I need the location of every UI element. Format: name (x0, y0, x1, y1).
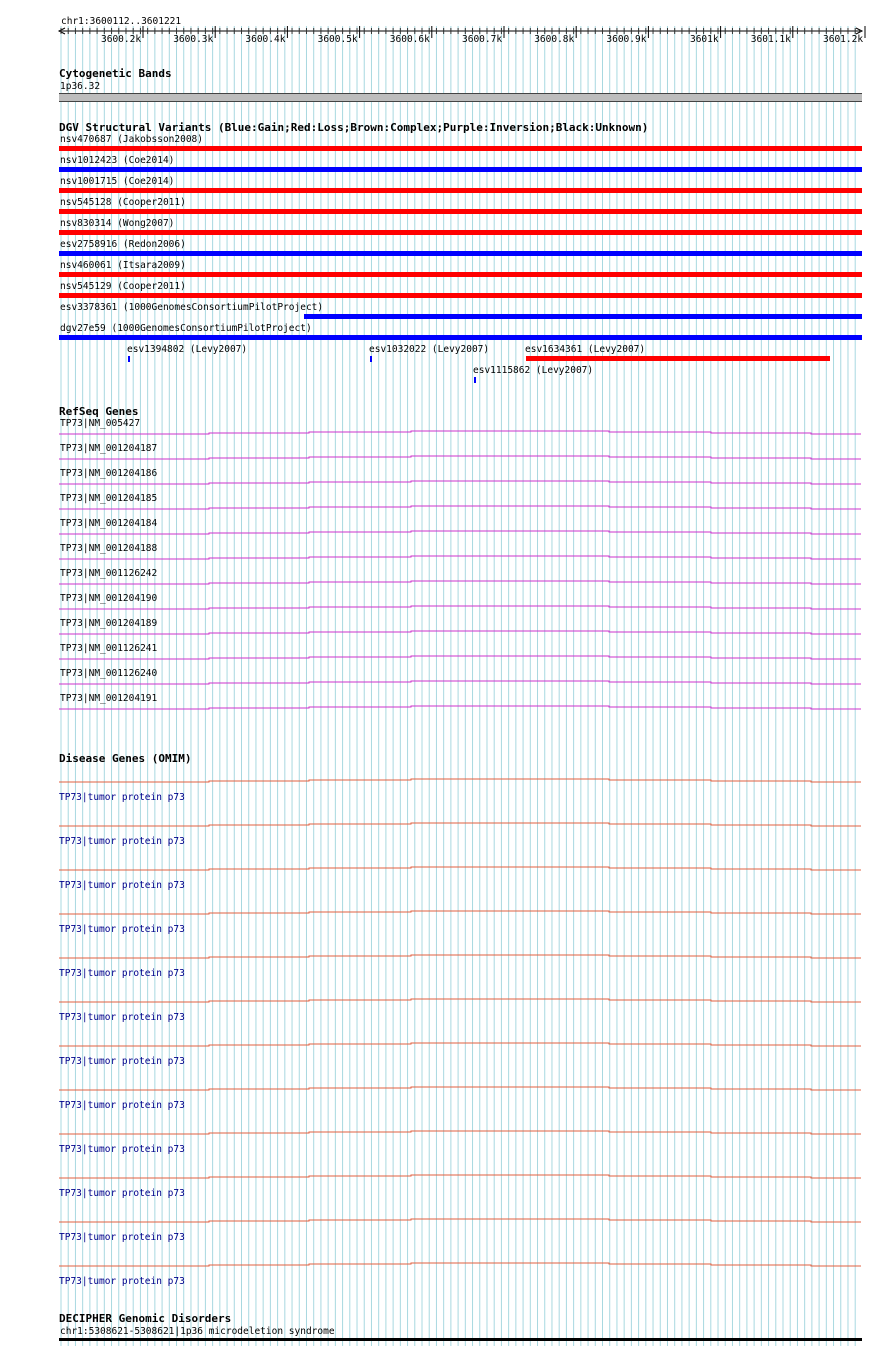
dgv-variant-label[interactable]: esv3378361 (1000GenomesConsortiumPilotProject) (60, 302, 324, 313)
decipher-track-title: DECIPHER Genomic Disorders (59, 1312, 232, 1325)
omim-gene-label[interactable]: TP73|tumor protein p73 (59, 1012, 185, 1023)
cytoband-label: 1p36.32 (60, 81, 101, 92)
dgv-variant-label[interactable]: dgv27e59 (1000GenomesConsortiumPilotProject) (60, 323, 312, 334)
refseq-gene-label[interactable]: TP73|NM_001204184 (60, 518, 158, 529)
refseq-gene-label[interactable]: TP73|NM_001204189 (60, 618, 158, 629)
dgv-variant-label[interactable]: nsv460061 (Itsara2009) (60, 260, 186, 271)
ruler-tick-label: 3601.1k (750, 34, 791, 45)
omim-gene-label[interactable]: TP73|tumor protein p73 (59, 880, 185, 891)
omim-gene-line (59, 1219, 861, 1222)
refseq-gene-label[interactable]: TP73|NM_005427 (60, 418, 141, 429)
dgv-small-variant-label[interactable]: esv1394802 (Levy2007) (127, 344, 248, 355)
omim-gene-label[interactable]: TP73|tumor protein p73 (59, 1276, 185, 1287)
refseq-gene-line (59, 681, 861, 684)
refseq-track-title: RefSeq Genes (59, 405, 139, 418)
dgv-variant-label[interactable]: nsv545128 (Cooper2011) (60, 197, 186, 208)
refseq-gene-label[interactable]: TP73|NM_001204186 (60, 468, 158, 479)
omim-gene-label[interactable]: TP73|tumor protein p73 (59, 1188, 185, 1199)
omim-track-title: Disease Genes (OMIM) (59, 752, 192, 765)
dgv-variant-label[interactable]: nsv1001715 (Coe2014) (60, 176, 175, 187)
decipher-label: chr1:5308621-5308621|1p36 microdeletion syndrome (60, 1326, 335, 1337)
refseq-gene-label[interactable]: TP73|NM_001204187 (60, 443, 158, 454)
ruler-tick-label: 3600.7k (462, 34, 503, 45)
refseq-gene-line (59, 531, 861, 534)
ruler-tick-label: 3600.4k (245, 34, 286, 45)
omim-gene-label[interactable]: TP73|tumor protein p73 (59, 792, 185, 803)
refseq-gene-line (59, 631, 861, 634)
locus-label: chr1:3600112..3601221 (61, 16, 182, 27)
ruler-tick-label: 3600.3k (173, 34, 214, 45)
omim-gene-line (59, 867, 861, 870)
ruler-tick-label: 3600.5k (317, 34, 358, 45)
refseq-gene-line (59, 456, 861, 459)
refseq-gene-line (59, 481, 861, 484)
refseq-gene-label[interactable]: TP73|NM_001204185 (60, 493, 158, 504)
omim-gene-label[interactable]: TP73|tumor protein p73 (59, 1100, 185, 1111)
omim-gene-label[interactable]: TP73|tumor protein p73 (59, 968, 185, 979)
refseq-gene-label[interactable]: TP73|NM_001204191 (60, 693, 158, 704)
dgv-variant-label[interactable]: nsv545129 (Cooper2011) (60, 281, 186, 292)
dgv-variant-label[interactable]: nsv1012423 (Coe2014) (60, 155, 175, 166)
refseq-gene-label[interactable]: TP73|NM_001204190 (60, 593, 158, 604)
dgv-small-variant-label[interactable]: esv1634361 (Levy2007) (525, 344, 646, 355)
omim-gene-line (59, 779, 861, 782)
dgv-variant-label[interactable]: nsv830314 (Wong2007) (60, 218, 175, 229)
ruler-tick-label: 3600.2k (101, 34, 142, 45)
refseq-gene-label[interactable]: TP73|NM_001126240 (60, 668, 158, 679)
omim-gene-label[interactable]: TP73|tumor protein p73 (59, 836, 185, 847)
refseq-gene-line (59, 706, 861, 709)
refseq-gene-line (59, 506, 861, 509)
omim-gene-label[interactable]: TP73|tumor protein p73 (59, 1144, 185, 1155)
omim-gene-label[interactable]: TP73|tumor protein p73 (59, 1232, 185, 1243)
omim-gene-line (59, 1175, 861, 1178)
cytoband-track-title: Cytogenetic Bands (59, 67, 172, 80)
refseq-gene-label[interactable]: TP73|NM_001204188 (60, 543, 158, 554)
omim-gene-label[interactable]: TP73|tumor protein p73 (59, 1056, 185, 1067)
refseq-gene-line (59, 556, 861, 559)
omim-gene-line (59, 955, 861, 958)
omim-gene-line (59, 911, 861, 914)
omim-gene-line (59, 823, 861, 826)
dgv-small-variant-label[interactable]: esv1032022 (Levy2007) (369, 344, 490, 355)
dgv-variant-label[interactable]: esv2758916 (Redon2006) (60, 239, 186, 250)
omim-gene-line (59, 1263, 861, 1266)
refseq-gene-label[interactable]: TP73|NM_001126242 (60, 568, 158, 579)
dgv-track-title: DGV Structural Variants (Blue:Gain;Red:Loss;Brown:Complex;Purple:Inversion;Black:Unknown) (59, 121, 649, 134)
dgv-variant-label[interactable]: nsv470687 (Jakobsson2008) (60, 134, 203, 145)
decipher-feature-bar[interactable] (59, 1338, 862, 1341)
refseq-gene-line (59, 431, 861, 434)
ruler-tick-label: 3601k (689, 34, 719, 45)
omim-gene-line (59, 1131, 861, 1134)
refseq-gene-line (59, 581, 861, 584)
omim-gene-label[interactable]: TP73|tumor protein p73 (59, 924, 185, 935)
dgv-small-variant-label[interactable]: esv1115862 (Levy2007) (473, 365, 594, 376)
ruler-tick-label: 3601.2k (823, 34, 864, 45)
ruler-tick-label: 3600.8k (534, 34, 575, 45)
refseq-gene-line (59, 656, 861, 659)
omim-gene-line (59, 1087, 861, 1090)
ruler-tick-label: 3600.9k (606, 34, 647, 45)
omim-gene-line (59, 999, 861, 1002)
refseq-gene-label[interactable]: TP73|NM_001126241 (60, 643, 158, 654)
ruler-tick-label: 3600.6k (389, 34, 430, 45)
refseq-gene-line (59, 606, 861, 609)
omim-gene-line (59, 1043, 861, 1046)
